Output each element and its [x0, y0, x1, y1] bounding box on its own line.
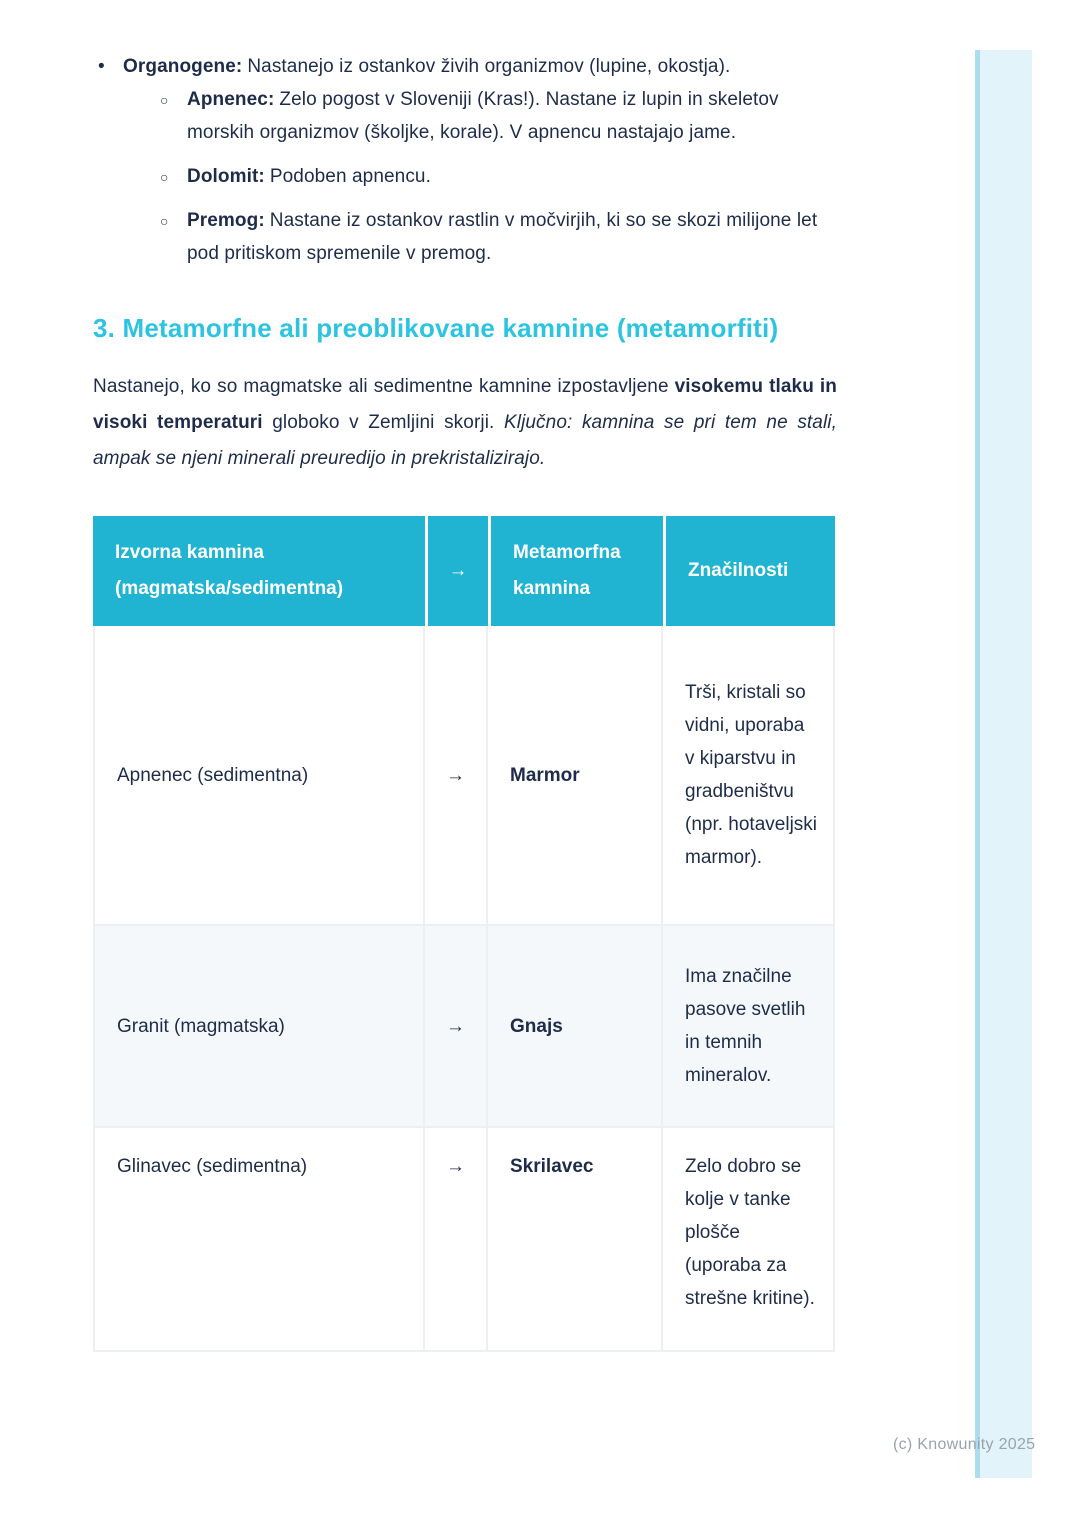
section-heading: 3. Metamorfne ali preoblikovane kamnine (metamorfiti) [93, 313, 779, 343]
header-traits: Značilnosti [663, 516, 835, 626]
list-item-dolomit [123, 160, 837, 193]
header-source-rock: Izvorna kamnina (magmatska/sedimentna) [93, 516, 425, 626]
term-label: Premog: [187, 210, 265, 231]
table-row-apnenec [93, 626, 835, 926]
arrow-icon: → [425, 626, 488, 926]
bullet-list [93, 50, 837, 270]
decorative-side-rail [975, 50, 1032, 1478]
traits-cell: Zelo dobro se kolje v tanke plošče (uporaba za strešne kritine). [663, 1128, 835, 1352]
term-text: Zelo pogost v Sloveniji (Kras!). Nastane iz lupin in skeletov morskih organizmov (školjke, korale). V apnencu nastajajo jame. [187, 89, 779, 143]
content-area [93, 50, 837, 1352]
metamorphic-rock-cell: Skrilavec [488, 1128, 663, 1352]
term-label: Dolomit: [187, 166, 265, 187]
source-rock-cell: Glinavec (sedimentna) [93, 1128, 425, 1352]
paragraph-text: globoko v Zemljini skorji. [262, 412, 504, 433]
table-header [93, 516, 835, 626]
list-item-premog [123, 204, 837, 270]
table-header-row [93, 516, 835, 626]
list-item-apnenec [123, 83, 837, 149]
paragraph-bold-text: visokemu tlaku in visoki temperaturi [93, 376, 837, 433]
header-arrow-icon: → [425, 516, 488, 626]
paragraph-italic-text: Ključno: kamnina se pri tem ne stali, ampak se njeni minerali preuredijo in prekristalizirajo. [93, 412, 837, 469]
sub-bullet-list [123, 83, 837, 270]
table-row-glinavec [93, 1128, 835, 1352]
source-rock-cell: Apnenec (sedimentna) [93, 626, 425, 926]
traits-cell: Ima značilne pasove svetlih in temnih mineralov. [663, 926, 835, 1128]
table-body [93, 626, 835, 1352]
circle-bullet-icon: ○ [160, 213, 169, 229]
term-text: Nastanejo iz ostankov živih organizmov (lupine, okostja). [247, 56, 731, 77]
source-rock-cell: Granit (magmatska) [93, 926, 425, 1128]
traits-cell: Trši, kristali so vidni, uporaba v kiparstvu in gradbeništvu (npr. hotaveljski marmor). [663, 626, 835, 926]
term-label: Organogene: [123, 56, 243, 77]
metamorphic-rocks-table [93, 516, 835, 1352]
paragraph-text: Nastanejo, ko so magmatske ali sedimentne kamnine izpostavljene [93, 376, 675, 397]
intro-paragraph [93, 369, 837, 477]
circle-bullet-icon: ○ [160, 92, 169, 108]
term-text: Podoben apnencu. [269, 166, 431, 187]
metamorphic-rock-cell: Gnajs [488, 926, 663, 1128]
term-label: Apnenec: [187, 89, 275, 110]
circle-bullet-icon: ○ [160, 169, 169, 185]
arrow-icon: → [425, 1128, 488, 1352]
table-row-granit [93, 926, 835, 1128]
term-text: Nastane iz ostankov rastlin v močvirjih, ki so se skozi milijone let pod pritiskom spremenile v premog. [187, 210, 818, 264]
list-item-organogene [93, 50, 837, 270]
header-metamorphic-rock: Metamorfna kamnina [488, 516, 663, 626]
bullet-icon: • [98, 56, 105, 77]
copyright-watermark: (c) Knowunity 2025 [893, 1436, 1036, 1453]
arrow-icon: → [425, 926, 488, 1128]
metamorphic-rock-cell: Marmor [488, 626, 663, 926]
